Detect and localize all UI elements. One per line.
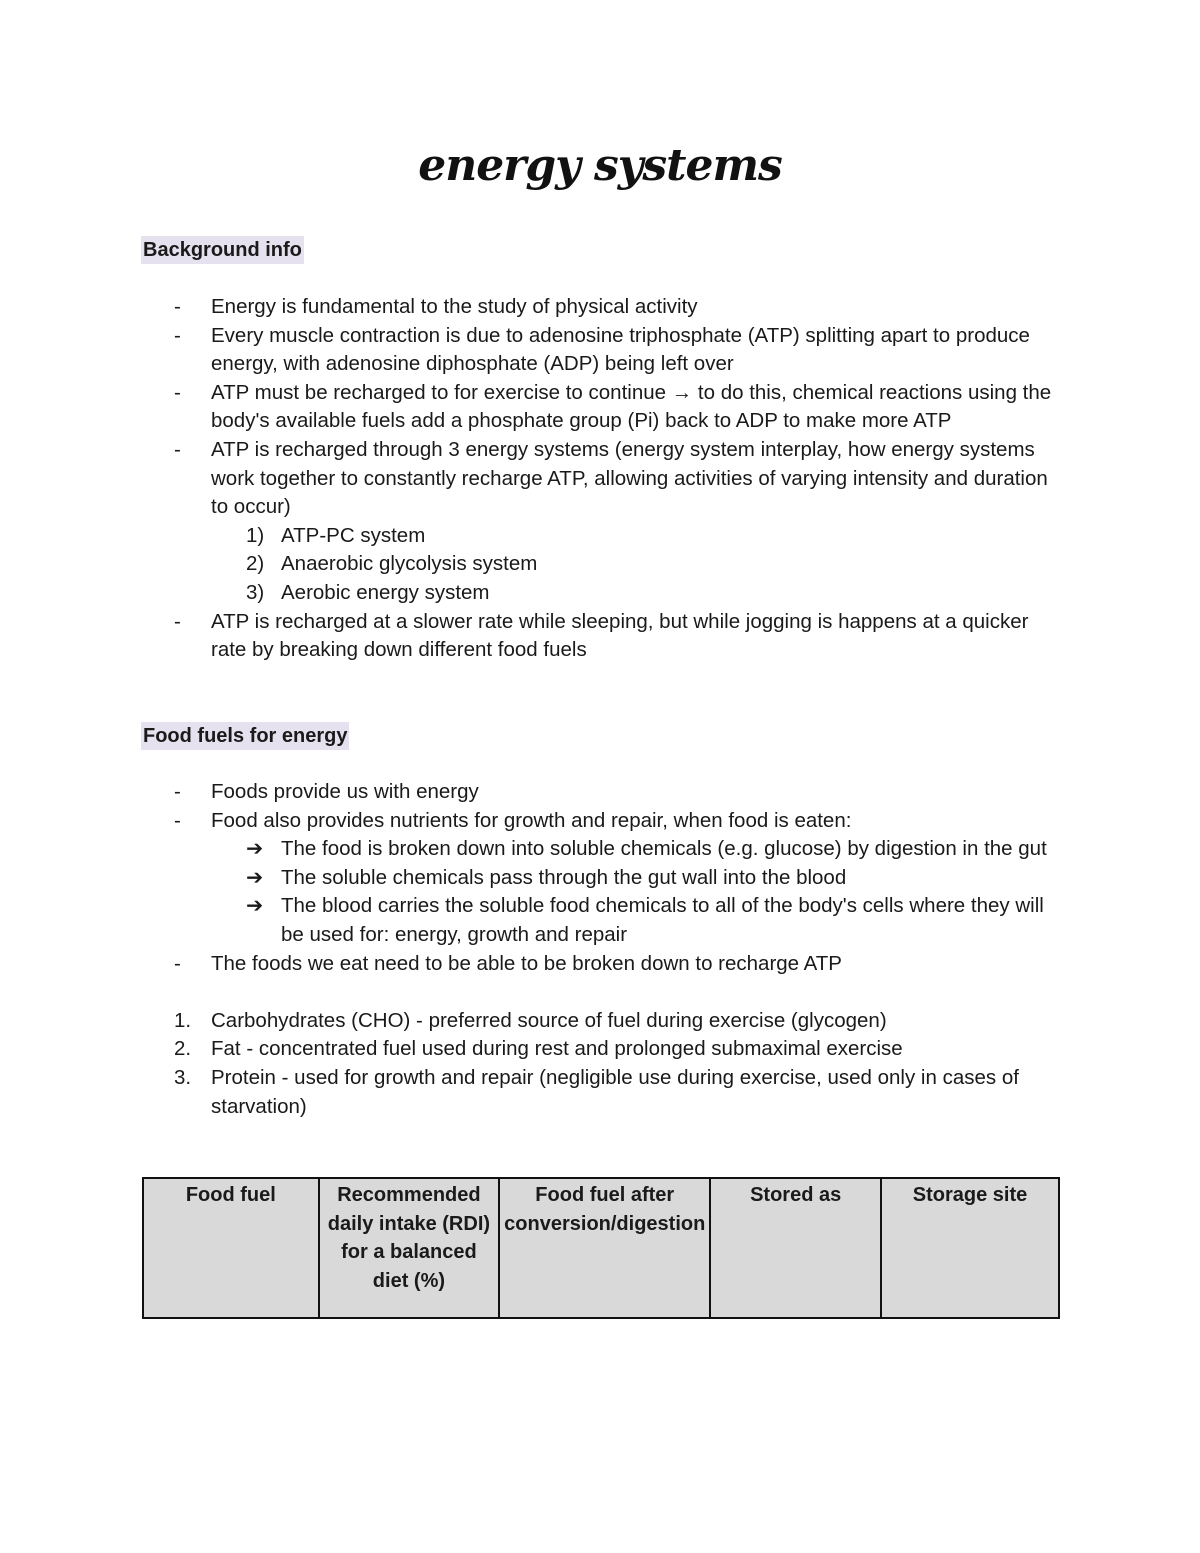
- arrow-icon: ➔: [246, 865, 264, 889]
- table-header-cell: Food fuel after conversion/digestion: [499, 1178, 710, 1318]
- table-header-cell: Stored as: [710, 1178, 881, 1318]
- list-item-text: Energy is fundamental to the study of physical activity: [211, 295, 698, 318]
- list-item-text: Every muscle contraction is due to adenosine triphosphate (ATP) splitting apart to produce energy, with adenosine diphosphate (ADP) being left over: [211, 323, 1030, 376]
- list-item-text: Anaerobic glycolysis system: [281, 552, 538, 576]
- table-header-cell: Recommended daily intake (RDI) for a balanced diet (%): [319, 1178, 500, 1318]
- list-item-text: Food also provides nutrients for growth and repair, when food is eaten:: [211, 808, 852, 832]
- number-marker: 3.: [174, 1065, 192, 1089]
- list-item-text: Foods provide us with energy: [211, 780, 479, 803]
- arrow-icon: ➔: [246, 837, 264, 861]
- list-item-text: ATP-PC system: [281, 523, 426, 547]
- list-item-text: ATP must be recharged to for exercise to continue → to do this, chemical reactions using the body's available fuels add a phosphate group (Pi) back to ADP to make more ATP: [211, 380, 1052, 433]
- number-marker: 1): [246, 523, 265, 547]
- list-item-text: The soluble chemicals pass through the gut wall into the blood: [281, 865, 847, 889]
- list-item-text: Protein - used for growth and repair (negligible use during exercise, used only in cases of starvation): [211, 1065, 1019, 1118]
- number-marker: 2.: [174, 1037, 192, 1061]
- number-marker: 1.: [174, 1008, 192, 1032]
- spacer: [0, 978, 1200, 1007]
- food-fuel-table: [142, 1177, 1060, 1319]
- list-item: [0, 293, 1200, 322]
- list-item-text: Aerobic energy system: [281, 580, 490, 604]
- list-item-text: Carbohydrates (CHO) - preferred source of fuel during exercise (glycogen): [211, 1008, 887, 1032]
- list-item-text: ATP is recharged at a slower rate while sleeping, but while jogging is happens at a quicker rate by breaking down different food fuels: [211, 609, 1029, 662]
- list-item: [0, 950, 1200, 979]
- number-marker: 3): [246, 580, 265, 604]
- bullet-marker: -: [174, 295, 181, 318]
- arrow-icon: ➔: [246, 894, 264, 918]
- list-item: [0, 807, 1200, 836]
- bullet-marker: -: [174, 380, 181, 404]
- bullet-marker: -: [174, 323, 181, 347]
- numbered-list-item: [0, 1035, 1200, 1064]
- sub-list-item: [0, 522, 1200, 551]
- list-item-text: Fat - concentrated fuel used during rest and prolonged submaximal exercise: [211, 1037, 903, 1061]
- table-header-cell: Food fuel: [143, 1178, 319, 1318]
- food-list: [0, 778, 1200, 1121]
- list-item: [0, 322, 1200, 379]
- list-item: [0, 436, 1200, 522]
- list-item-text: The food is broken down into soluble chemicals (e.g. glucose) by digestion in the gut: [281, 837, 1047, 861]
- section-heading-food-fuels: Food fuels for energy: [141, 722, 349, 750]
- bullet-marker: -: [174, 780, 181, 803]
- list-item: [0, 778, 1200, 807]
- numbered-list-item: [0, 1064, 1200, 1121]
- number-marker: 2): [246, 552, 265, 576]
- arrow-list-item: [0, 864, 1200, 893]
- list-item-text: ATP is recharged through 3 energy systems (energy system interplay, how energy systems work together to constantly recharge ATP, allowing activities of varying intensity and duration to occur): [211, 437, 1048, 519]
- arrow-list-item: [0, 835, 1200, 864]
- bullet-marker: -: [174, 808, 181, 832]
- list-item: [0, 379, 1200, 436]
- bullet-marker: -: [174, 951, 181, 975]
- list-item-text: The blood carries the soluble food chemicals to all of the body's cells where they will be used for: energy, growth and repair: [281, 894, 1044, 946]
- numbered-list-item: [0, 1007, 1200, 1036]
- arrow-list-item: [0, 892, 1200, 949]
- table-header-row: [143, 1178, 1059, 1318]
- bullet-marker: -: [174, 437, 181, 461]
- list-item: [0, 608, 1200, 665]
- list-item-text: The foods we eat need to be able to be broken down to recharge ATP: [211, 951, 842, 975]
- background-list: [0, 293, 1200, 665]
- page-title: energy systems: [418, 140, 782, 191]
- sub-list-item: [0, 550, 1200, 579]
- bullet-marker: -: [174, 609, 181, 633]
- sub-list-item: [0, 579, 1200, 608]
- table-header-cell: Storage site: [881, 1178, 1059, 1318]
- section-heading-background: Background info: [141, 236, 304, 264]
